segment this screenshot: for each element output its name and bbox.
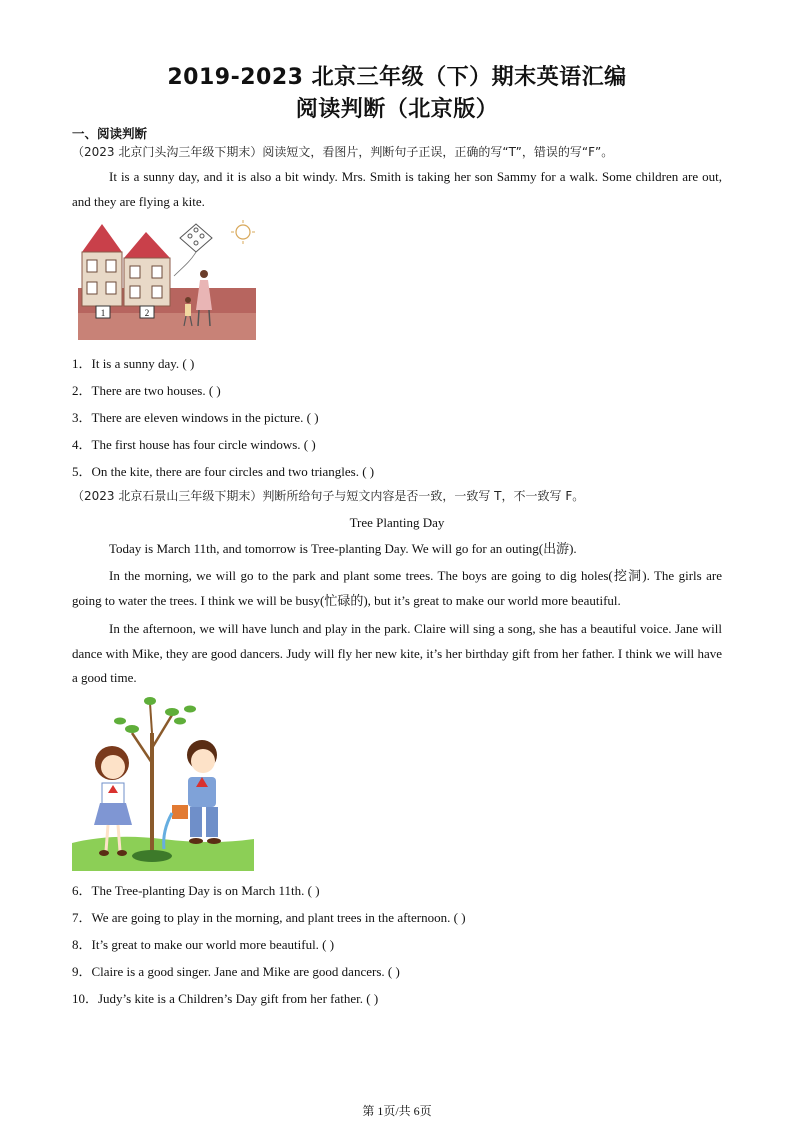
passage-paragraph-1: Today is March 11th, and tomorrow is Tree-planting Day. We will go for an outing(出游). — [109, 541, 577, 556]
question-2: 2．There are two houses. ( ) — [72, 383, 221, 398]
part1-source: （2023 北京门头沟三年级下期末）阅读短文，看图片，判断句子正误，正确的写“T”，错误的写“F”。 — [72, 145, 614, 159]
question-5: 5．On the kite, there are four circles and two triangles. ( ) — [72, 464, 375, 479]
question-3: 3．There are eleven windows in the picture. ( ) — [72, 410, 319, 425]
question-6: 6．The Tree-planting Day is on March 11th. ( ) — [72, 883, 320, 898]
passage-paragraph-2: In the morning, we will go to the park and plant some trees. The boys are going to dig holes(挖洞). The girls are going to water the trees. I think we will be busy(忙碌的), but it’s great to make our world more beautiful. — [72, 568, 722, 608]
question-10: 10．Judy’s kite is a Children’s Day gift from her father. ( ) — [72, 991, 379, 1006]
question-1: 1．It is a sunny day. ( ) — [72, 356, 195, 371]
tree-planting-picture — [72, 693, 254, 871]
passage-paragraph-3: In the afternoon, we will have lunch and play in the park. Claire will sing a song, she has a beautiful voice. Jane will dance with Mike, they are good dancers. Judy will fly her new kite, it’s her birthday gift from her father. I think we will have a good time. — [72, 621, 722, 685]
passage-title: Tree Planting Day — [349, 515, 445, 530]
section-heading: 一、阅读判断 — [72, 126, 148, 141]
page-number: 第 1页/共 6页 — [362, 1104, 432, 1118]
houses-kite-picture — [78, 218, 256, 340]
part1-passage: It is a sunny day, and it is also a bit windy. Mrs. Smith is taking her son Sammy for a walk. Some children are out, and they are flying a kite. — [72, 169, 722, 209]
document-title-line2: 阅读判断（北京版） — [295, 97, 499, 122]
part2-source: （2023 北京石景山三年级下期末）判断所给句子与短文内容是否一致，一致写 T，不一致写 F。 — [72, 489, 585, 503]
question-8: 8．It’s great to make our world more beautiful. ( ) — [72, 937, 335, 952]
document-title-line1: 2019-2023 北京三年级（下）期末英语汇编 — [167, 65, 627, 90]
house-number-1: 1 — [100, 308, 106, 318]
question-7: 7．We are going to play in the morning, and plant trees in the afternoon. ( ) — [72, 910, 466, 925]
house-number-2: 2 — [144, 308, 150, 318]
question-4: 4．The first house has four circle windows. ( ) — [72, 437, 316, 452]
question-9: 9．Claire is a good singer. Jane and Mike are good dancers. ( ) — [72, 964, 400, 979]
